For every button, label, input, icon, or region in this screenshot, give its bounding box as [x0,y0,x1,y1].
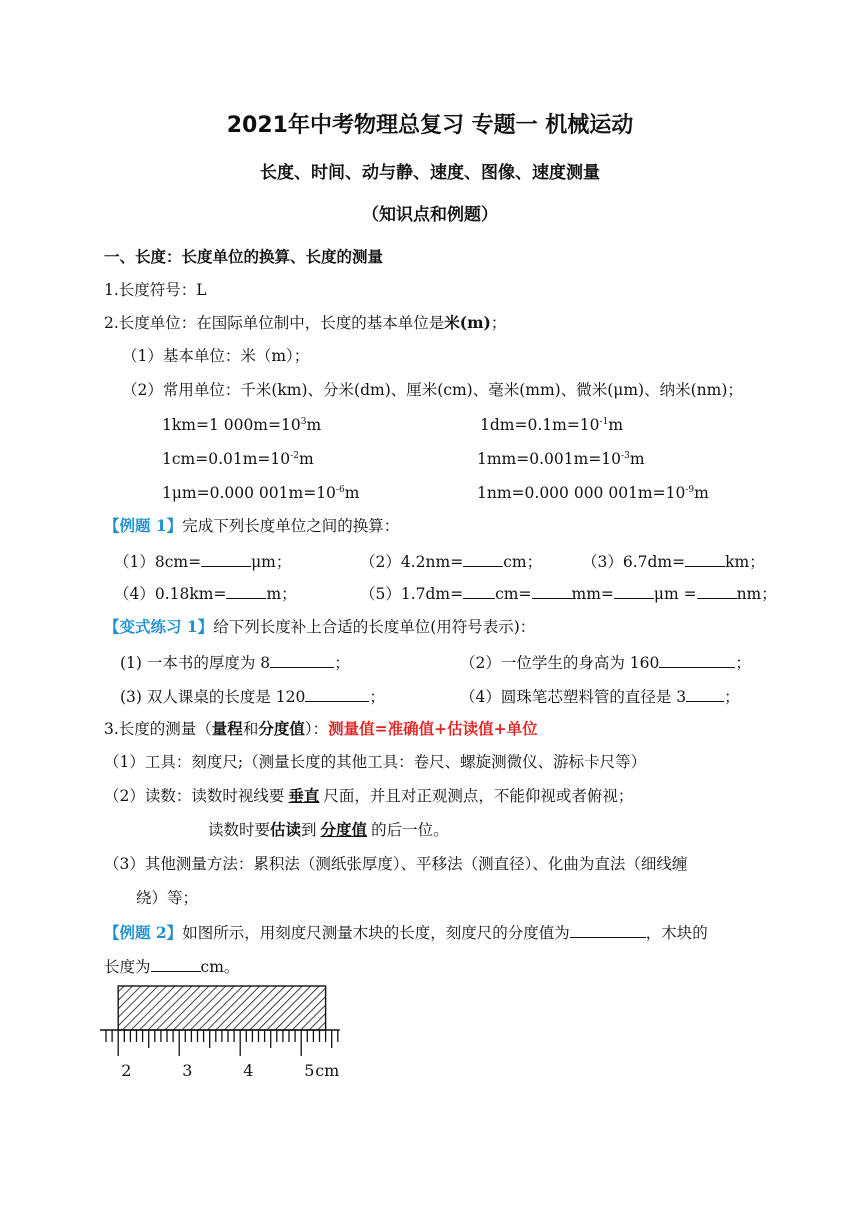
page-note: （知识点和例题） [362,205,498,225]
answer-blank[interactable] [659,652,735,668]
answer-blank[interactable] [463,551,503,567]
answer-blank[interactable] [532,583,572,599]
estimate-line: 读数时要估读到 分度值 的后一位。 [208,820,449,839]
variant1-tag: 【变式练习 1】 [104,617,214,636]
ruler-figure [100,984,360,1084]
answer-blank[interactable] [270,652,334,668]
conversion-mm: $1mm=0.001m=10^{-3}m$ [477,450,645,468]
example1-q1: （1）8cm= μm； [114,553,292,571]
answer-blank[interactable] [614,583,654,599]
page-subtitle: 长度、时间、动与静、速度、图像、速度测量 [260,163,600,183]
range-term: 量程 [211,719,243,738]
answer-blank[interactable] [686,686,724,702]
variant1-text: 给下列长度补上合适的长度单位(用符号表示)： [213,618,536,636]
conversion-dm: $1dm=0.1m=10^{-1}m$ [480,416,624,434]
conversion-nm: 1nm=0.000 000 $001m=10^{-9}m$ [477,484,709,502]
division-value-term: 分度值 [320,820,368,839]
other-methods-line-2: 绕）等； [136,889,199,907]
answer-blank[interactable] [685,551,725,567]
answer-blank[interactable] [201,551,251,567]
ruler-unit: cm [315,1061,340,1080]
example1-q5: （5）1.7dm= cm= mm= μm = nm； [360,585,777,603]
example1-q2: （2）4.2nm= cm； [360,553,543,571]
section-heading: 一、长度：长度单位的换算、长度的测量 [104,247,384,266]
ruler-label: 4 [243,1061,254,1080]
common-units-line: （2）常用单位：千米(km)、分米(dm)、厘米(cm)、毫米(mm)、微米(μm)、纳米(nm)； [122,381,743,399]
base-unit-line: （1）基本单位：米（m）； [122,347,310,365]
example1-text: 完成下列长度单位之间的换算： [182,517,400,535]
variant1-q4: （4）圆珠笔芯塑料管的直径是 3 ； [460,688,740,706]
answer-blank[interactable] [463,583,495,599]
answer-blank[interactable] [305,686,369,702]
example2-line: 【例题 2】如图所示，用刻度尺测量木块的长度，刻度尺的分度值为 ，木块的 [104,923,708,942]
conversion-um: 1μm=0.000 $001m=10^{-6}m$ [162,484,360,502]
length-symbol-line: 1.长度符号：L [104,281,207,299]
reading-line: （2）读数：读数时视线要 垂直 尺面，并且对正观测点，不能仰视或者俯视； [104,786,634,805]
ruler-label: 2 [121,1061,132,1080]
perpendicular-term: 垂直 [288,786,320,805]
ruler-label: 3 [182,1061,193,1080]
length-unit-text: 2.长度单位：在国际单位制中，长度的基本单位是 [104,314,445,332]
estimate-term: 估读 [270,820,302,839]
length-unit-line [104,313,506,333]
wood-block [118,986,325,1030]
page-title: 2021年中考物理总复习 专题一 机械运动 [226,113,634,138]
division-term: 分度值 [258,719,305,738]
measure-line: 3.长度的测量（量程和分度值）：测量值=准确值+估读值+单位 [104,719,538,738]
answer-blank[interactable] [697,583,737,599]
example1-q3: （3）6.7dm= km； [582,553,765,571]
variant1-q2: （2）一位学生的身高为 160 ； [460,654,751,672]
ruler-label: 5 [304,1061,315,1080]
conversion-cm: $1cm=0.01m=10^{-2}m$ [162,450,314,468]
example2-tag: 【例题 2】 [104,923,183,942]
conversion-km: 1km=1 $000m=10^3m$ [162,416,322,434]
tool-line: （1）工具：刻度尺;（测量长度的其他工具：卷尺、螺旋测微仪、游标卡尺等） [104,753,647,771]
example2-line-2: 长度为 cm。 [104,958,240,976]
length-unit-bold: 米(m) [444,313,491,332]
answer-blank[interactable] [570,922,646,938]
example1-tag: 【例题 1】 [104,516,183,535]
example1-q4: （4）0.18km= m； [114,585,297,603]
variant1-line [104,617,535,637]
variant1-q3: (3) 双人课桌的长度是 120 ； [120,688,385,706]
answer-blank[interactable] [151,956,201,972]
answer-blank[interactable] [226,583,266,599]
variant1-q1: (1) 一本书的厚度为 8 ； [120,654,350,672]
measure-formula: 测量值=准确值+估读值+单位 [328,719,538,738]
length-unit-end: ； [490,314,507,332]
example1-line [104,516,399,536]
other-methods-line: （3）其他测量方法：累积法（测纸张厚度）、平移法（测直径）、化曲为直法（细线缠 [104,855,688,873]
